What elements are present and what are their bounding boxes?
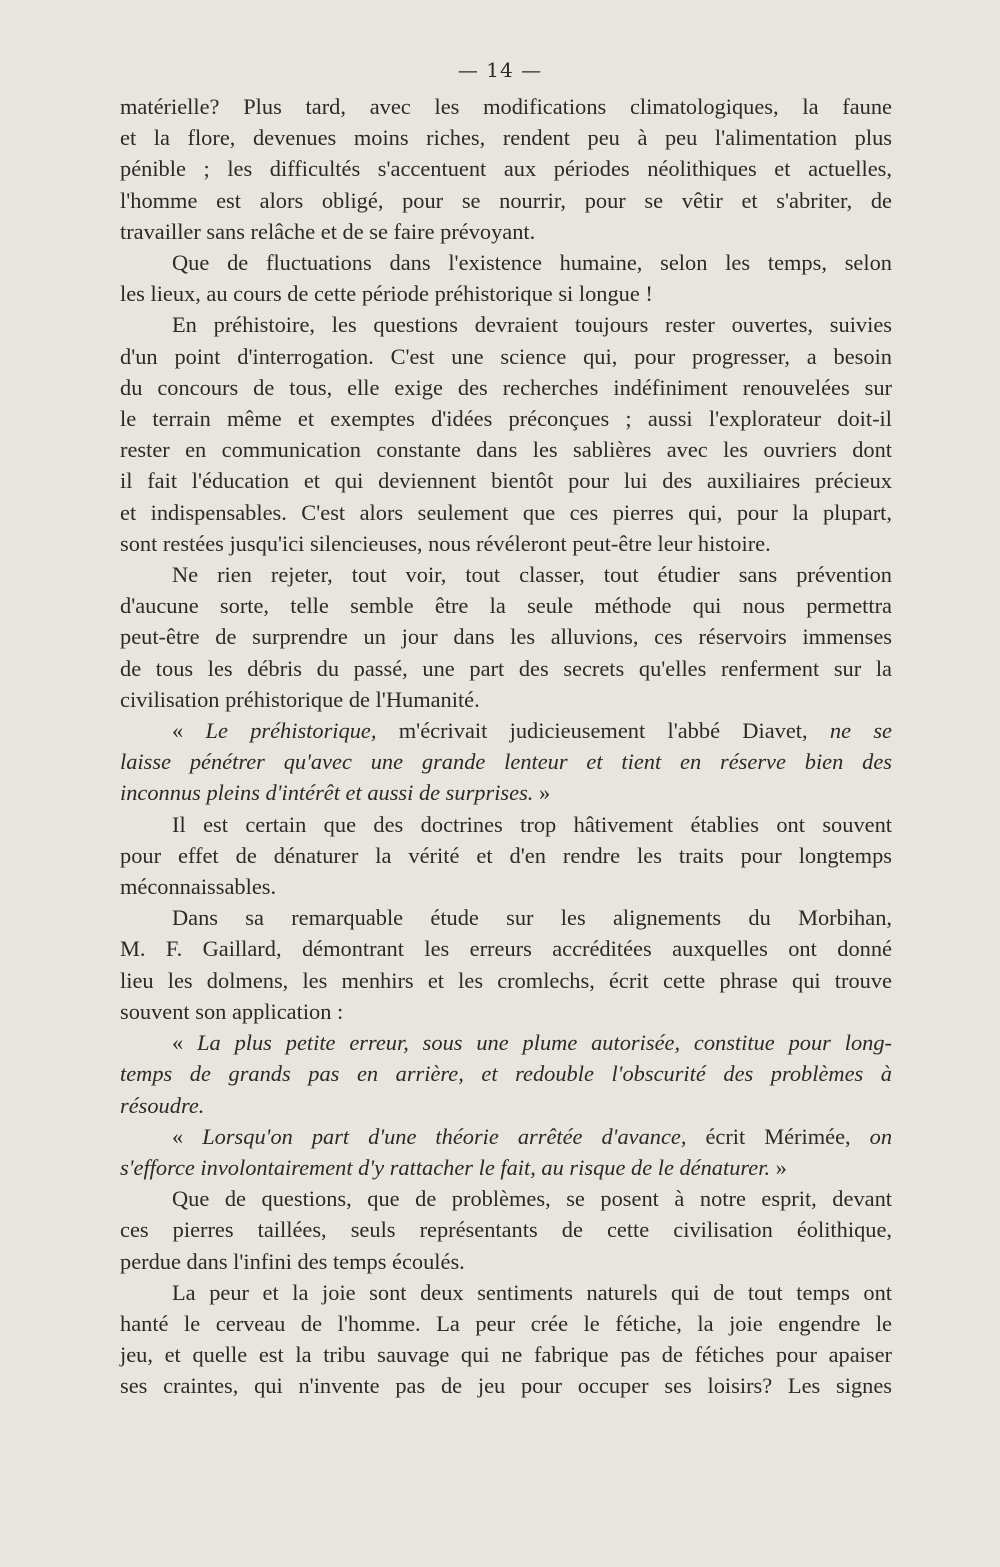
text-segment: d'aucune sorte, telle semble être la seule méthode qui nous permettra [120,593,892,619]
text-line [120,1246,892,1277]
text-segment: M. F. Gaillard, démontrant les erreurs accréditées auxquelles ont donné [120,936,892,962]
text-segment: « [172,718,206,744]
text-segment: peut-être de surprendre un jour dans les alluvions, ces réservoirs immenses [120,624,892,650]
text-segment: « [172,1123,203,1149]
text-segment: « [172,1030,198,1056]
body-text [120,91,892,1402]
text-segment: Que de fluctuations dans l'existence humaine, selon les temps, selon [172,250,892,276]
text-line [120,1277,892,1308]
text-segment: méconnaissables. [120,874,277,900]
text-segment: perdue dans l'infini des temps écoulés. [120,1248,465,1274]
text-line [120,1308,892,1339]
text-line [120,653,892,684]
text-line [120,965,892,996]
text-line [120,185,892,216]
text-line [120,372,892,403]
text-line [120,247,892,278]
text-line [120,528,892,559]
text-segment: écrit Mérimée, [686,1123,870,1149]
text-line [120,684,892,715]
text-line [120,715,892,746]
italic-text-segment: ne se [829,718,892,744]
text-segment: civilisation préhistorique de l'Humanité. [120,686,480,712]
text-line [120,777,892,808]
text-segment: En préhistoire, les questions devraient toujours rester ouvertes, suivies [172,312,892,338]
text-line [120,590,892,621]
italic-text-segment: laisse pénétrer qu'avec une grande lenteur et tient en réserve bien des [120,749,892,775]
text-segment: La peur et la joie sont deux sentiments naturels qui de tout temps ont [172,1279,892,1305]
text-segment: hanté le cerveau de l'homme. La peur crée le fétiche, la joie engendre le [120,1310,892,1336]
text-segment: l'homme est alors obligé, pour se nourrir, pour se vêtir et s'abriter, de [120,187,892,213]
text-segment: pour effet de dénaturer la vérité et d'en rendre les traits pour longtemps [120,842,892,868]
text-segment: lieu les dolmens, les menhirs et les cromlechs, écrit cette phrase qui trouve [120,967,892,993]
text-line [120,434,892,465]
text-line [120,497,892,528]
italic-text-segment: s'efforce involontairement d'y rattacher le fait, au risque de le dénaturer. [120,1154,771,1180]
text-line [120,341,892,372]
text-line [120,309,892,340]
text-segment: Dans sa remarquable étude sur les alignements du Morbihan, [172,905,892,931]
text-line [120,871,892,902]
italic-text-segment: Le préhistorique, [205,718,377,744]
text-line [120,216,892,247]
text-segment: et la flore, devenues moins riches, rendent peu à peu l'alimentation plus [120,125,892,151]
text-segment: jeu, et quelle est la tribu sauvage qui ne fabrique pas de fétiches pour apaiser [120,1342,892,1368]
text-segment: du concours de tous, elle exige des recherches indéfiniment renouvelées sur [120,374,892,400]
text-segment: souvent son application : [120,998,344,1024]
text-segment: travailler sans relâche et de se faire prévoyant. [120,218,536,244]
text-segment: il fait l'éducation et qui deviennent bientôt pour lui des auxiliaires précieux [120,468,892,494]
italic-text-segment: on [869,1123,893,1149]
text-segment: rester en communication constante dans les sablières avec les ouvriers dont [120,437,892,463]
italic-text-segment: temps de grands pas en arrière, et redouble l'obscurité des problèmes à [120,1061,892,1087]
text-segment: Ne rien rejeter, tout voir, tout classer, tout étudier sans prévention [172,562,892,588]
text-line [120,91,892,122]
italic-text-segment: La plus petite erreur, sous une plume autorisée, constitue pour long- [197,1030,893,1056]
text-segment: les lieux, au cours de cette période préhistorique si longue ! [120,281,653,307]
page-number: — 14 — [457,58,543,82]
text-segment: sont restées jusqu'ici silencieuses, nous révéleront peut-être leur histoire. [120,530,771,556]
text-line [120,1121,892,1152]
text-segment: matérielle? Plus tard, avec les modifications climatologiques, la faune [120,94,892,119]
text-segment: ses craintes, qui n'invente pas de jeu pour occuper ses loisirs? Les signes [120,1373,892,1399]
text-line [120,559,892,590]
text-segment: » [770,1154,787,1180]
text-segment: ces pierres taillées, seuls représentants de cette civilisation éolithique, [120,1217,892,1243]
text-line [120,746,892,777]
text-segment: le terrain même et exemptes d'idées préconçues ; aussi l'explorateur doit-il [120,406,892,432]
text-line [120,996,892,1027]
text-segment: Il est certain que des doctrines trop hâtivement établies ont souvent [172,811,892,837]
text-line [120,278,892,309]
text-line [120,153,892,184]
text-line [120,840,892,871]
text-line [120,1152,892,1183]
italic-text-segment: résoudre. [120,1092,205,1118]
text-line [120,1058,892,1089]
text-line [120,621,892,652]
text-line [120,1183,892,1214]
text-segment: de tous les débris du passé, une part des secrets qu'elles renferment sur la [120,655,892,681]
italic-text-segment: inconnus pleins d'intérêt et aussi de surprises. [120,780,534,806]
text-line [120,1027,892,1058]
text-segment: m'écrivait judicieusement l'abbé Diavet, [376,718,830,744]
text-line [120,122,892,153]
text-segment: d'un point d'interrogation. C'est une science qui, pour progresser, a besoin [120,343,892,369]
text-line [120,403,892,434]
text-line [120,465,892,496]
text-segment: et indispensables. C'est alors seulement que ces pierres qui, pour la plupart, [120,499,892,525]
text-line [120,902,892,933]
italic-text-segment: Lorsqu'on part d'une théorie arrêtée d'avance, [202,1123,687,1149]
text-segment: pénible ; les difficultés s'accentuent aux périodes néolithiques et actuelles, [120,156,892,182]
text-line [120,809,892,840]
text-line [120,1339,892,1370]
text-segment: Que de questions, que de problèmes, se posent à notre esprit, devant [172,1186,892,1212]
text-line [120,933,892,964]
text-line [120,1214,892,1245]
text-line [120,1090,892,1121]
text-line [120,1370,892,1401]
text-segment: » [533,780,551,806]
